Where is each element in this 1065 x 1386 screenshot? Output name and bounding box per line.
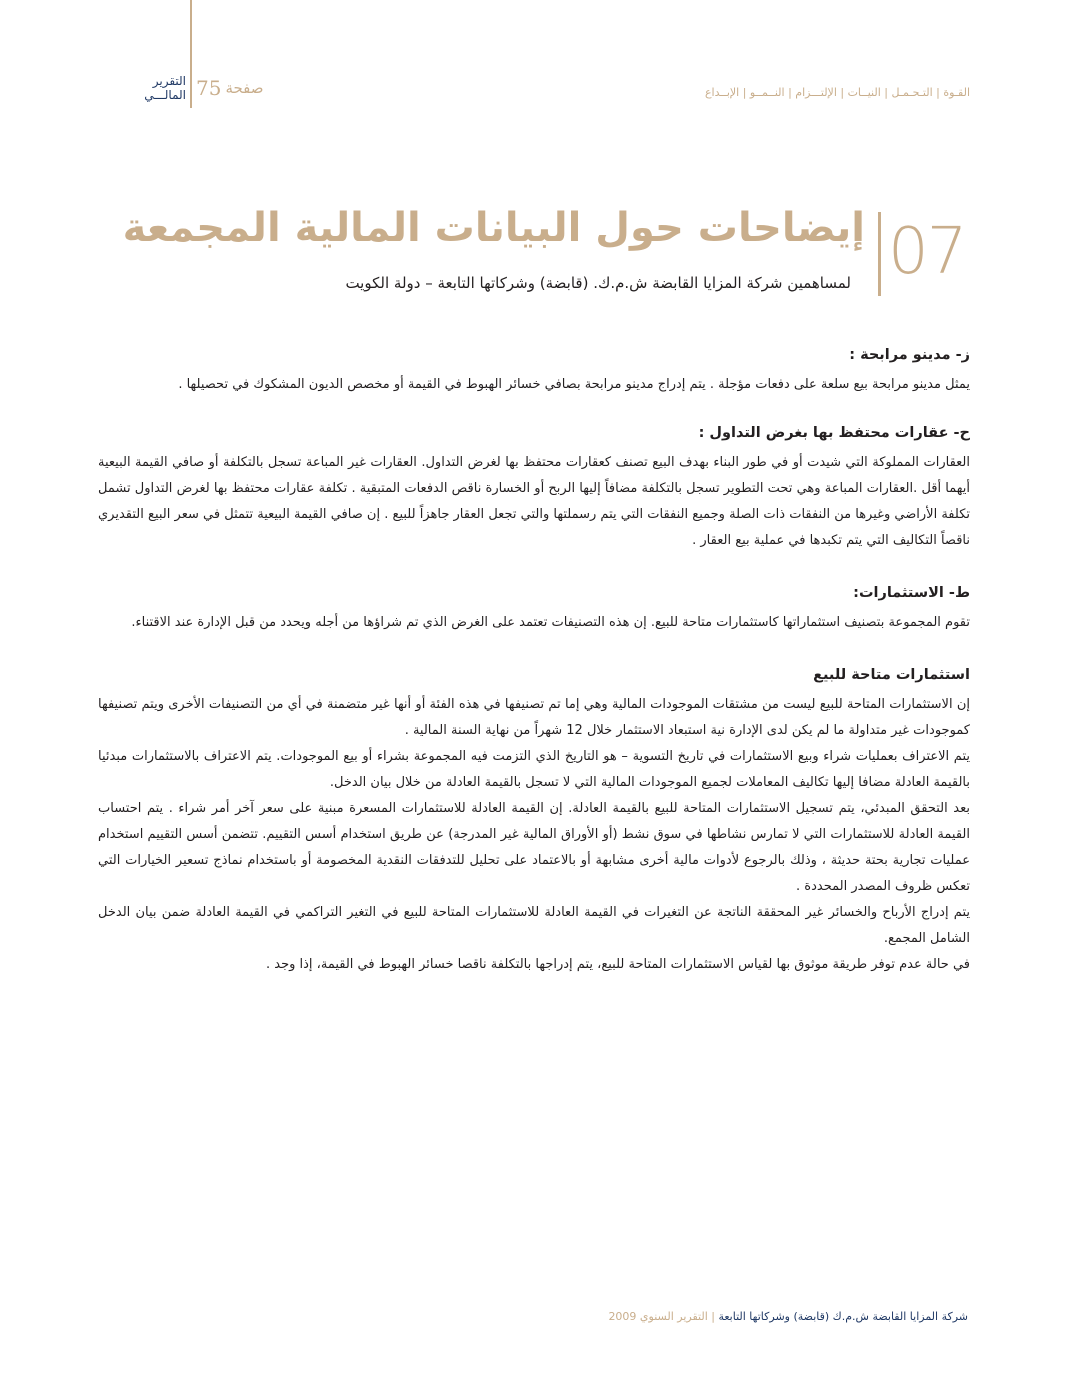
page-indicator xyxy=(140,70,264,106)
murabaha-heading: ز- مدينو مرابحة : xyxy=(849,347,970,363)
trading-properties-text: العقارات المملوكة التي شيدت أو في طور البناء بهدف البيع تصنف كعقارات محتفظ بها لغرض التداول. العقارات غير المباعة تسجل بالتكلفة أو صافي القيمة البيعية أيهما أقل .العقارات المباعة وهي تحت التطوير تسجل بالتكلفة مضافاً إليها الربح أو الخسارة ناقص الدفعات المتبقية . تكلفة عقارات محتفظ بها لغرض التداول تشمل تكلفة الأراضي وغيرها من النفقات ذات الصلة وجميع النفقات التي يتم رسملتها والتي تجعل العقار جاهزاً للبيع . إن صافي القيمة البيعية تتمثل في سعر البيع التقديري ناقصاً التكاليف التي يتم تكبدها في عملية بيع العقار . xyxy=(98,455,970,548)
values-navigation: القـوة | التـحـمـل | النيــات | الإلتـــزام | النــمــو | الإبــداع xyxy=(704,86,970,99)
investments-section xyxy=(98,580,970,636)
investments-text: تقوم المجموعة بتصنيف استثماراتها كاستثمارات متاحة للبيع. إن هذه التصنيفات تعتمد على الغرض الذي تم شراؤها من أجله ويحدد من قبل الإدارة عند الاقتناء. xyxy=(131,615,970,630)
afs-paragraph-4: يتم إدراج الأرباح والخسائر غير المحققة الناتجة عن التغيرات في القيمة العادلة للاستثمارات المتاحة للبيع في التغير التراكمي في القيمة العادلة ضمن بيان الدخل الشامل المجمع. xyxy=(98,905,970,946)
financial-report-label: التقرير المالـــي xyxy=(144,74,186,102)
afs-section xyxy=(98,662,970,978)
document-body xyxy=(98,342,970,978)
page-subtitle: لمساهمين شركة المزايا القابضة ش.م.ك. (قابضة) وشركاتها التابعة – دولة الكويت xyxy=(345,274,851,292)
afs-paragraph-2: يتم الاعتراف بعمليات شراء وبيع الاستثمارات في تاريخ التسوية – هو التاريخ الذي التزمت فيه المجموعة بشراء أو بيع الموجودات. يتم الاعتراف بالاستثمارات مبدئيا بالقيمة العادلة مضافا إليها تكاليف المعاملات لجميع الموجودات المالية التي لا تسجل بالقيمة العادلة من خلال بيان الدخل. xyxy=(98,749,970,790)
page-number: 75 xyxy=(196,76,222,100)
afs-paragraph-3: بعد التحقق المبدئي، يتم تسجيل الاستثمارات المتاحة للبيع بالقيمة العادلة. إن القيمة العادلة للاستثمارات المسعرة مبنية على سعر آخر أمر شراء . يتم احتساب القيمة العادلة للاستثمارات التي لا تمارس نشاطها في سوق نشط (أو الأوراق المالية غير المدرجة) عن طريق استخدام أسس التقييم. تتضمن أسس التقييم استخدام عمليات تجارية بحتة حديثة ، وذلك بالرجوع لأدوات مالية أخرى مشابهة أو بالاعتماد على تحليل للتدفقات النقدية المخصومة أو باستخدام نماذج تسعير الخيارات التي تعكس ظروف المصدر المحددة . xyxy=(98,801,970,894)
afs-paragraph-5: في حالة عدم توفر طريقة موثوق بها لقياس الاستثمارات المتاحة للبيع، يتم إدراجها بالتكلفة ناقصا خسائر الهبوط في القيمة، إذا وجد . xyxy=(265,957,970,972)
footer-company: شركة المزايا القابضة ش.م.ك (قابضة) وشركاتها التابعة xyxy=(718,1310,968,1323)
page-footer xyxy=(608,1310,968,1323)
afs-heading: استثمارات متاحة للبيع xyxy=(813,667,970,683)
afs-paragraph-1: إن الاستثمارات المتاحة للبيع ليست من مشتقات الموجودات المالية وهي إما تم تصنيفها في هذه الفئة أو أنها غير متضمنة في أي من التصنيفات الأخرى ويتم تصنيفها كموجودات غير متداولة ما لم يكن لدى الإدارة نية استبعاد الاستثمار خلال 12 شهراً من نهاية السنة المالية . xyxy=(98,697,970,738)
murabaha-text: يمثل مدينو مرابحة بيع سلعة على دفعات مؤجلة . يتم إدراج مدينو مرابحة بصافي خسائر الهبوط في القيمة أو مخصص الديون المشكوك في تحصيلها . xyxy=(178,377,970,392)
page-title: إيضاحات حول البيانات المالية المجمعة xyxy=(122,205,865,251)
trading-properties-heading: ح- عقارات محتفظ بها بغرض التداول : xyxy=(698,425,970,441)
investments-heading: ط- الاستثمارات: xyxy=(853,585,970,601)
footer-report: التقرير السنوي 2009 xyxy=(608,1310,708,1323)
footer-separator: | xyxy=(707,1310,715,1323)
section-number: 07 xyxy=(888,215,966,289)
trading-properties-section xyxy=(98,420,970,554)
murabaha-section xyxy=(98,342,970,398)
page-word: صفحة xyxy=(225,79,264,97)
section-separator xyxy=(878,212,881,296)
